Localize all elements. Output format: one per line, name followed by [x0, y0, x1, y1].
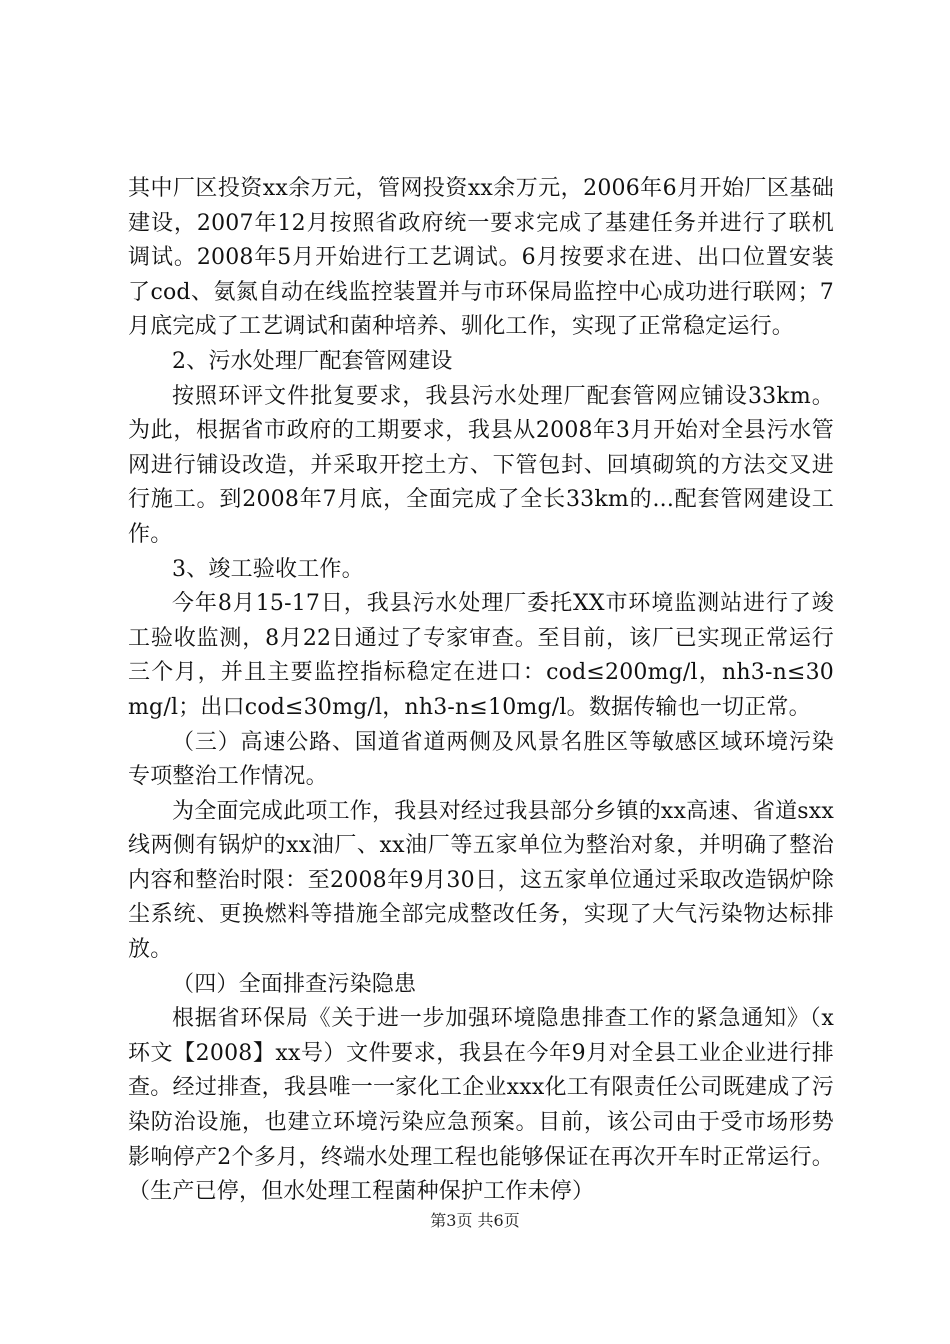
paragraph-pipe-network: 按照环评文件批复要求，我县污水处理厂配套管网应铺设33km。为此，根据省市政府的工期要求，我县从2008年3月开始对全县污水管网进行铺设改造，并采取开挖土方、下管包封、回填砌筑的方法交叉进行施工。到2008年7月底，全面完成了全长33km的...配套管网建设工作。	[128, 383, 834, 547]
page-number-footer: 第3页 共6页	[430, 1211, 520, 1230]
document-body	[128, 172, 834, 1210]
paragraph-hazard-inspection: 根据省环保局《关于进一步加强环境隐患排查工作的紧急通知》（x环文【2008】xx号）文件要求，我县在今年9月对全县工业企业进行排查。经过排查，我县唯一一家化工企业xxx化工有限责任公司既建成了污染防治设施，也建立环境污染应急预案。目前，该公司由于受市场形势影响停产2个多月，终端水处理工程也能够保证在再次开车时正常运行。（生产已停，但水处理工程菌种保护工作未停）	[128, 1006, 834, 1205]
heading-hazard-inspection: （四）全面排查污染隐患	[172, 971, 417, 997]
heading-acceptance: 3、竣工验收工作。	[172, 556, 364, 582]
paragraph-acceptance: 今年8月15-17日，我县污水处理厂委托XX市环境监测站进行了竣工验收监测，8月22日通过了专家审查。至目前，该厂已实现正常运行三个月，并且主要监控指标稳定在进口：cod≤200mg/l，nh3-n≤30mg/l；出口cod≤30mg/l，nh3-n≤10mg/l。数据传输也一切正常。	[128, 591, 834, 720]
heading-pipe-network: 2、污水处理厂配套管网建设	[172, 348, 453, 374]
heading-highway-remediation: （三）高速公路、国道省道两侧及风景名胜区等敏感区域环境污染专项整治工作情况。	[128, 729, 834, 790]
paragraph-investment: 其中厂区投资xx余万元，管网投资xx余万元，2006年6月开始厂区基础建设，2007年12月按照省政府统一要求完成了基建任务并进行了联机调试。2008年5月开始进行工艺调试。6月按要求在进、出口位置安装了cod、氨氮自动在线监控装置并与市环保局监控中心成功进行联网；7月底完成了工艺调试和菌种培养、驯化工作，实现了正常稳定运行。	[128, 176, 834, 340]
paragraph-highway-remediation: 为全面完成此项工作，我县对经过我县部分乡镇的xx高速、省道sxx线两侧有锅炉的xx油厂、xx油厂等五家单位为整治对象，并明确了整治内容和整治时限：至2008年9月30日，这五家单位通过采取改造锅炉除尘系统、更换燃料等措施全部完成整改任务，实现了大气污染物达标排放。	[128, 798, 834, 963]
